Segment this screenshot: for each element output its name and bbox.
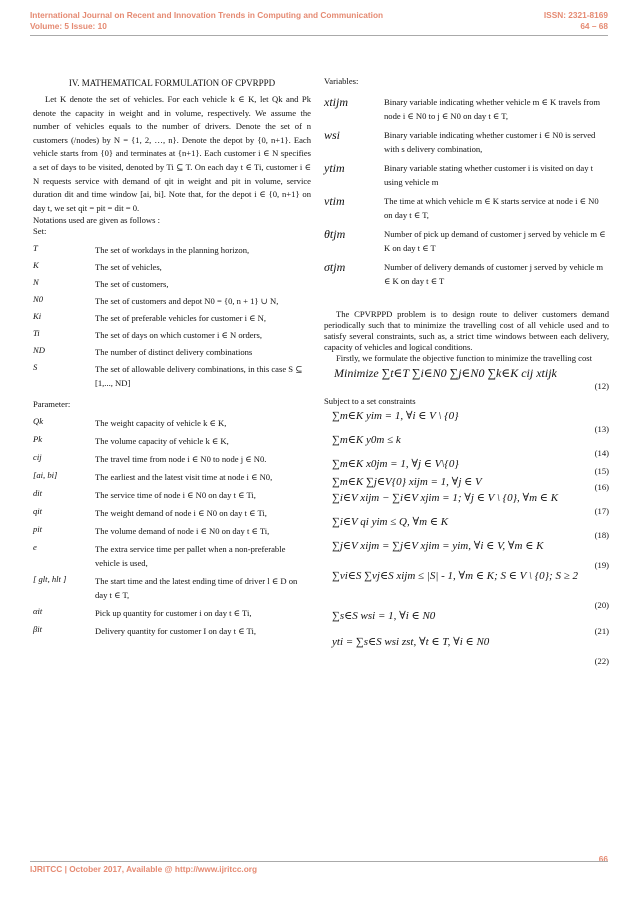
set-label: Set: [33, 226, 47, 237]
equation-number: (12) [594, 381, 609, 391]
definition-text: The set of allowable delivery combinations, in this case S ⊆ [1,..., ND] [95, 364, 303, 389]
footer-rule [30, 861, 608, 862]
equation-number: (16) [594, 482, 609, 492]
definition-row [33, 260, 311, 277]
definition-text: The weight demand of node i ∈ N0 on day t ∈ Ti, [95, 508, 267, 519]
definition-text: The set of days on which customer i ∈ N orders, [95, 330, 262, 341]
definition-symbol: S [33, 362, 38, 373]
intro-paragraph: Let K denote the set of vehicles. For each vehicle k ∈ K, let Qk and Pk denote the capacity in weight and in volume, respectively. We assume the number of vehicles equals to the number of drivers. Denote the set of n customers (/nodes) by N = {1, 2, …, n}. Denote the depot by {0, n+1}. Each vehicle starts from {0} and terminates at {n+1}. Each customer i ∈ N specifies a set of days to be visited, denoted by Ti ⊆ T. On each day t ∈ Ti, customer i ∈ N requests service with demand of qit in weight and pit in volume, service duration dit and time window [ai, bi]. Note that, for the depot i ∈ {0, n+1} on day t, we set qit = pit = dit = 0. [33, 94, 311, 213]
set-table [33, 243, 311, 393]
journal-title: International Journal on Recent and Innovation Trends in Computing and Communication [30, 10, 384, 20]
definition-text: The weight capacity of vehicle k ∈ K, [95, 418, 227, 429]
equation-number: (15) [594, 466, 609, 476]
page-number: 66 [598, 854, 608, 864]
definition-symbol: vtim [324, 194, 345, 208]
definition-symbol: dit [33, 488, 43, 499]
definition-symbol: ND [33, 345, 45, 356]
equation-row [324, 493, 609, 517]
definition-row [33, 345, 311, 362]
definition-text: The set of customers and depot N0 = {0, n + 1} ∪ N, [95, 296, 279, 307]
notation-note: Notations used are given as follows : [33, 215, 160, 226]
definition-text: Delivery quantity for customer I on day t ∈ Ti, [95, 626, 257, 637]
definition-text: The travel time from node i ∈ N0 to node j ∈ N0. [95, 454, 267, 465]
definition-row [33, 574, 311, 606]
definition-symbol: K [33, 260, 39, 271]
definition-text: Pick up quantity for customer i on day t ∈ Ti, [95, 608, 252, 619]
equation-number: (20) [594, 600, 609, 610]
equation-text: ∑m∈K x0jm = 1, ∀j ∈ V\{0} [332, 458, 459, 470]
definition-text: The set of workdays in the planning horizon, [95, 245, 250, 256]
definition-row [33, 416, 311, 434]
definition-text: The set of preferable vehicles for customer i ∈ N, [95, 313, 267, 324]
definition-row [33, 470, 311, 488]
definition-row [33, 243, 311, 260]
issn: ISSN: 2321-8169 [543, 10, 608, 20]
equation-number: (17) [594, 506, 609, 516]
definition-row [33, 488, 311, 506]
definition-symbol: Ti [33, 328, 40, 339]
definition-text: The start time and the latest ending time of driver l ∈ D on day t ∈ T, [95, 576, 298, 601]
subject-label: Subject to a set constraints [324, 396, 416, 406]
equation-text: ∑m∈K yim = 1, ∀i ∈ V \ {0} [332, 410, 459, 422]
section-title: IV. MATHEMATICAL FORMULATION OF CPVRPPD [68, 78, 276, 88]
definition-symbol: wsi [324, 128, 341, 142]
journal-volume: Volume: 5 Issue: 10 [30, 21, 107, 31]
equation-text: ∑j∈V xijm = ∑j∈V xjim = yim, ∀i ∈ V, ∀m ∈ K [332, 540, 544, 552]
definition-text: The extra service time per pallet when a non-preferable vehicle is used, [95, 544, 286, 569]
definition-symbol: σtjm [324, 260, 346, 274]
definition-symbol: Qk [33, 416, 44, 427]
equation-list [324, 411, 609, 667]
left-column [33, 78, 311, 642]
definition-text: The service time of node i ∈ N0 on day t ∈ Ti, [95, 490, 256, 501]
equation-text: ∑m∈K y0m ≤ k [332, 434, 401, 446]
equation-text: ∑i∈V qi yim ≤ Q, ∀m ∈ K [332, 516, 449, 528]
definition-row [324, 95, 609, 128]
definition-row [33, 624, 311, 642]
definition-row [324, 128, 609, 161]
definition-symbol: Ki [33, 311, 42, 322]
body-paragraph-1: The CPVRPPD problem is to design route to deliver customers demand periodically such that to minimize the travelling cost of all vehicle used and to satisfy several constraints, such as, a strict time windows between each delivery, capacity of vehicles and logical conditions. [324, 309, 609, 352]
equation-row [324, 637, 609, 667]
journal-header [30, 10, 383, 32]
parameter-label: Parameter: [33, 399, 71, 410]
variables-table [324, 95, 609, 293]
issn-header [544, 10, 608, 32]
definition-row [33, 524, 311, 542]
definition-text: Binary variable indicating whether vehicle m ∈ K travels from node i ∈ N0 to j ∈ N0 on day t ∈ T, [384, 97, 601, 121]
page-range: 64 – 68 [580, 21, 608, 31]
equation-number: (21) [594, 626, 609, 636]
equation-row [324, 411, 609, 435]
definition-row [33, 328, 311, 345]
definition-symbol: xtijm [324, 95, 348, 109]
definition-text: The number of distinct delivery combinations [95, 347, 253, 358]
definition-row [33, 452, 311, 470]
variables-label: Variables: [324, 76, 359, 86]
definition-symbol: qit [33, 506, 43, 517]
definition-symbol: cij [33, 452, 42, 463]
definition-text: The earliest and the latest visit time at node i ∈ N0, [95, 472, 273, 483]
definition-row [33, 434, 311, 452]
definition-text: The set of customers, [95, 279, 169, 290]
equation-row [324, 477, 609, 493]
equation-text: yti = ∑s∈S wsi zst, ∀t ∈ T, ∀i ∈ N0 [332, 636, 490, 648]
definition-row [33, 606, 311, 624]
parameter-table [33, 416, 311, 642]
equation-number: (14) [594, 448, 609, 458]
definition-symbol: αit [33, 606, 43, 617]
definition-row [33, 311, 311, 328]
equation-row [324, 435, 609, 459]
definition-row [324, 194, 609, 227]
equation-number: (13) [594, 424, 609, 434]
equation-number: (19) [594, 560, 609, 570]
definition-symbol: T [33, 243, 38, 254]
equation-12 [324, 368, 609, 392]
equation-text: ∑i∈V xijm − ∑i∈V xjim = 1; ∀j ∈ V \ {0}, ∀m ∈ K [332, 492, 559, 504]
definition-row [324, 161, 609, 194]
footer-text: IJRITCC | October 2017, Available @ http://www.ijritcc.org [30, 864, 258, 874]
equation-row [324, 517, 609, 541]
equation-text: ∑s∈S wsi = 1, ∀i ∈ N0 [332, 610, 436, 622]
header-rule [30, 35, 608, 36]
body-paragraph-2: Firstly, we formulate the objective function to minimize the travelling cost [336, 353, 592, 363]
right-column [324, 76, 609, 667]
definition-text: The set of vehicles, [95, 262, 162, 273]
definition-row [33, 506, 311, 524]
equation-row [324, 611, 609, 637]
definition-row [33, 294, 311, 311]
definition-symbol: N0 [33, 294, 44, 305]
definition-symbol: N [33, 277, 39, 288]
definition-text: The volume demand of node i ∈ N0 on day t ∈ Ti, [95, 526, 270, 537]
definition-symbol: [ glt, hlt ] [33, 574, 67, 585]
definition-symbol: e [33, 542, 37, 553]
equation-number: (22) [594, 656, 609, 666]
definition-row [324, 260, 609, 293]
equation-text: ∑m∈K ∑j∈V{0} xijm = 1, ∀j ∈ V [332, 476, 482, 488]
definition-text: Number of delivery demands of customer j served by vehicle m ∈ K on day t ∈ T [384, 262, 604, 286]
definition-text: Binary variable indicating whether customer i ∈ N0 is served with s delivery combination, [384, 130, 596, 154]
definition-symbol: pit [33, 524, 43, 535]
equation-row [324, 571, 609, 611]
definition-text: The volume capacity of vehicle k ∈ K, [95, 436, 229, 447]
equation-row [324, 541, 609, 571]
definition-text: Binary variable stating whether customer i is visited on day t using vehicle m [384, 163, 594, 187]
definition-symbol: βit [33, 624, 43, 635]
definition-symbol: ytim [324, 161, 345, 175]
definition-row [33, 542, 311, 574]
definition-text: Number of pick up demand of customer j served by vehicle m ∈ K on day t ∈ T [384, 229, 606, 253]
equation-row [324, 459, 609, 477]
definition-symbol: Pk [33, 434, 43, 445]
definition-row [324, 227, 609, 260]
definition-row [33, 362, 311, 393]
definition-symbol: [ai, bi] [33, 470, 58, 481]
equation-text: ∑vi∈S ∑vj∈S xijm ≤ |S| - 1, ∀m ∈ K; S ∈ V \ {0}; S ≥ 2 [332, 570, 578, 582]
definition-text: The time at which vehicle m ∈ K starts service at node i ∈ N0 on day t ∈ T, [384, 196, 599, 220]
definition-symbol: θtjm [324, 227, 346, 241]
equation-number: (18) [594, 530, 609, 540]
definition-row [33, 277, 311, 294]
equation-text: Minimize ∑t∈T ∑i∈N0 ∑j∈N0 ∑k∈K cij xtijk [334, 366, 557, 380]
